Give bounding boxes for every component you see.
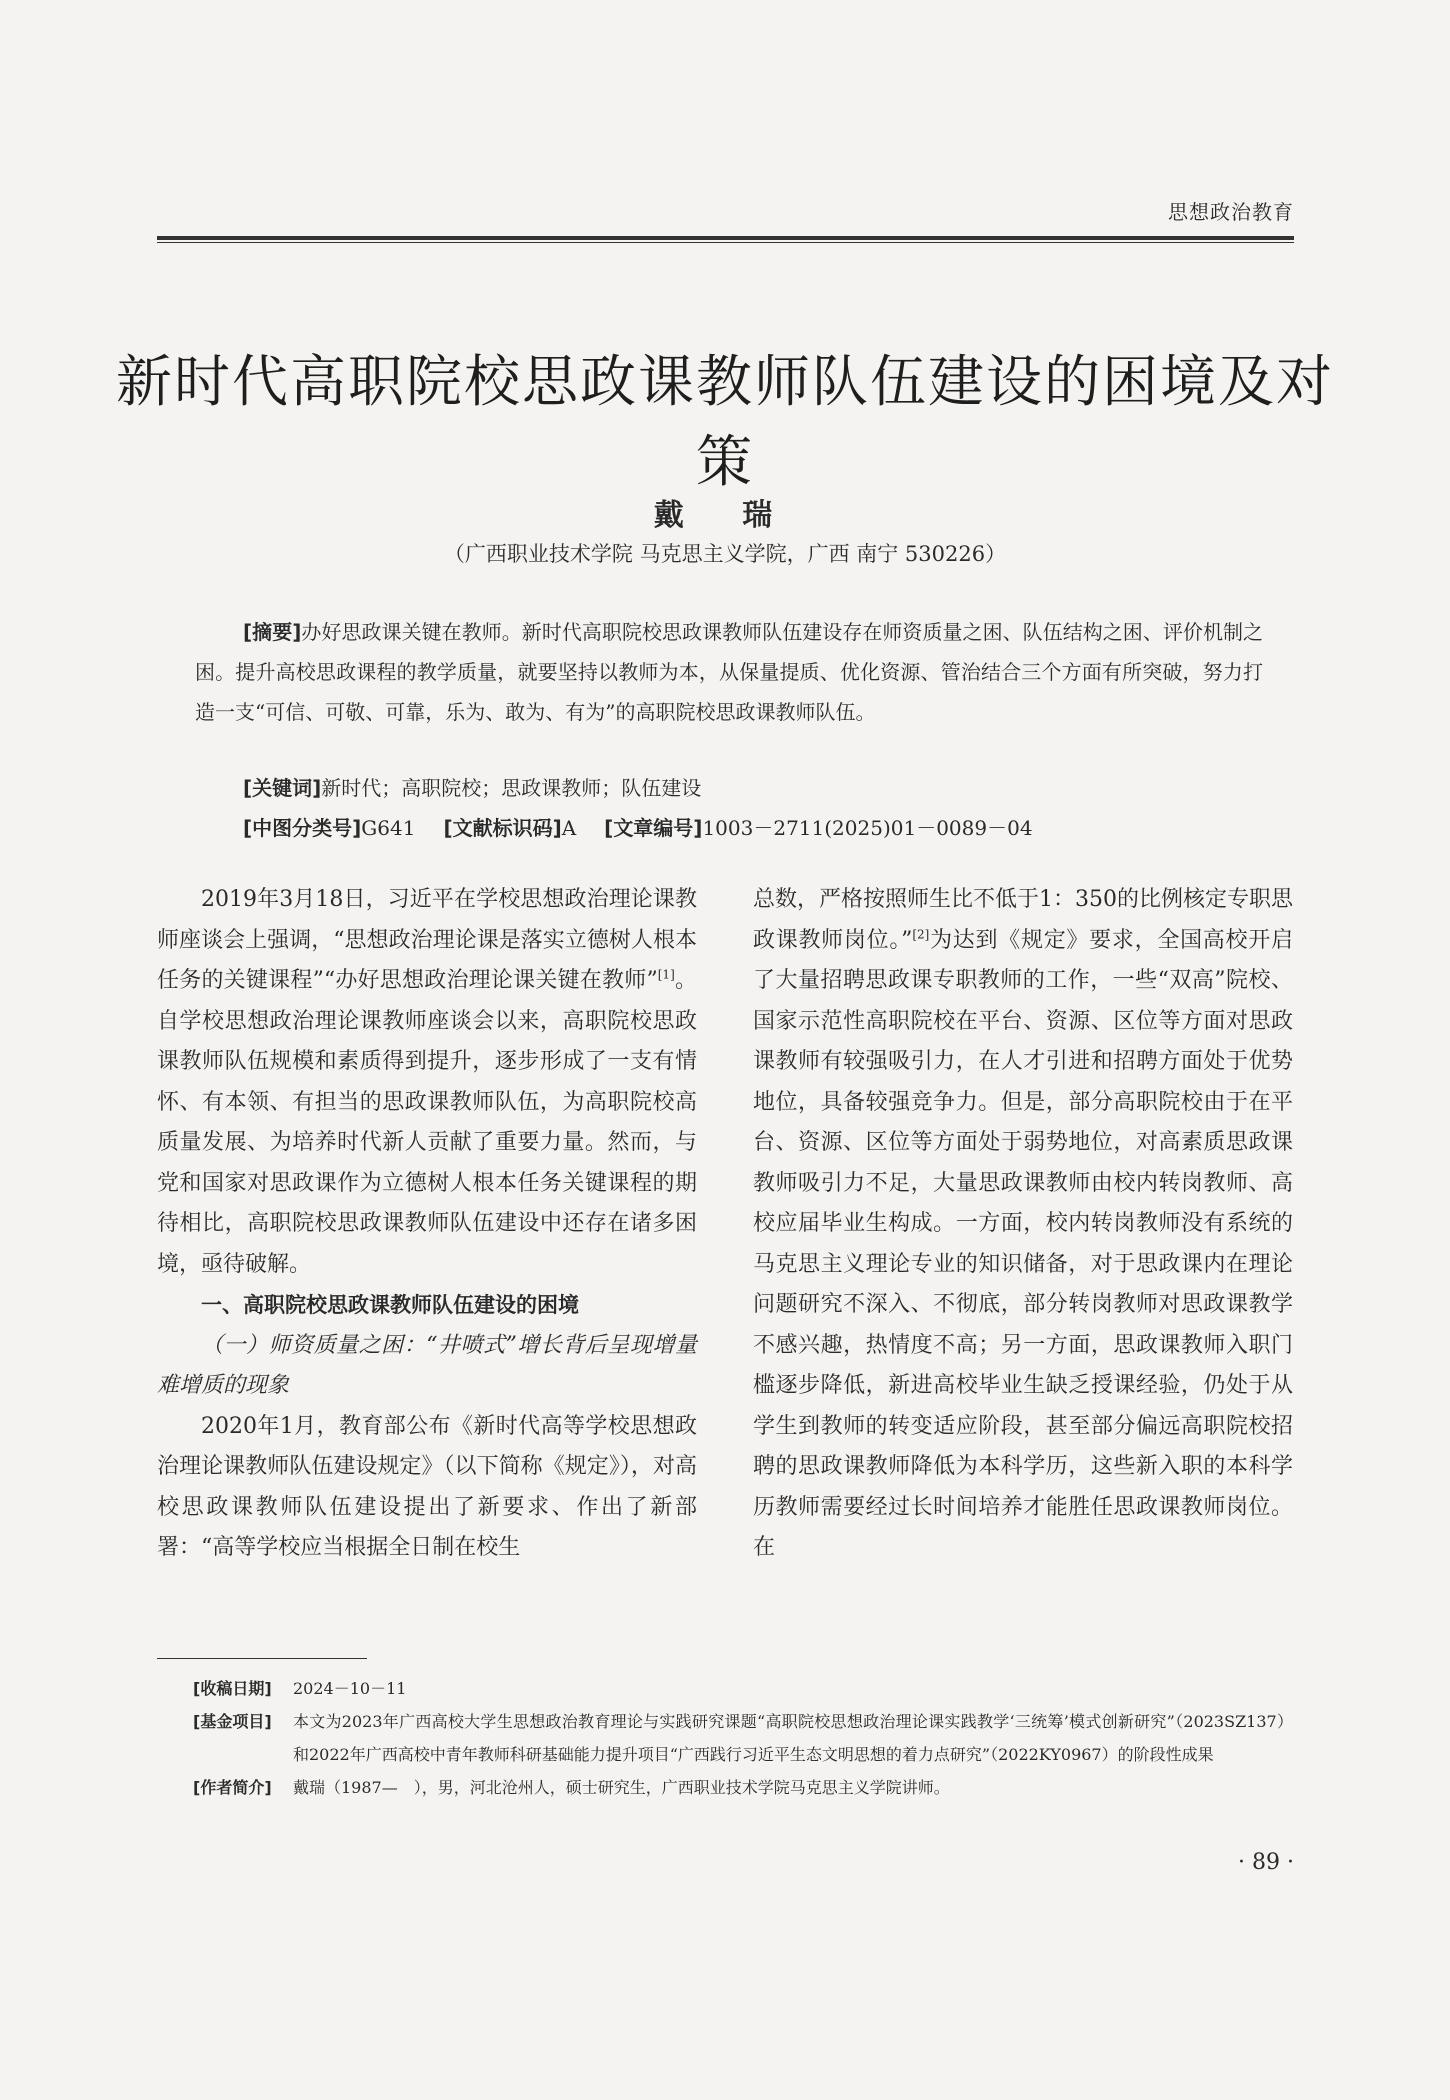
header-rule-thick xyxy=(157,236,1294,240)
body-column-left xyxy=(157,880,697,1569)
doc-code-label: [文献标识码] xyxy=(443,816,562,840)
paragraph-text: 总数，严格按照师生比不低于1：350的比例核定专职思政课教师岗位。” xyxy=(753,887,1293,953)
footnotes xyxy=(193,1672,1293,1804)
author-bio-label: [作者简介] xyxy=(193,1778,272,1797)
fund-value: 本文为2023年广西高校大学生思想政治教育理论与实践研究课题“高职院校思想政治理论课实践教学‘三统筹’模式创新研究”（2023SZ137）和2022年广西高校中青年教师科研基础能力提升项目“广西践行习近平生态文明思想的着力点研究”（2022KY0967）的阶段性成果 xyxy=(293,1712,1293,1764)
footnote-rule xyxy=(157,1658,367,1659)
paragraph xyxy=(157,880,697,1285)
classification-line xyxy=(243,808,1263,848)
article-no-value: 1003－2711(2025)01－0089－04 xyxy=(702,816,1033,840)
page-number: · 89 · xyxy=(1238,1850,1294,1875)
header-rule-thin xyxy=(157,242,1294,243)
paragraph-text: 。自学校思想政治理论课教师座谈会以来，高职院校思政课教师队伍规模和素质得到提升，逐步形成了一支有情怀、有本领、有担当的思政课教师队伍，为高职院校高质量发展、为培养时代新人贡献了重要力量。然而，与党和国家对思政课作为立德树人根本任务关键课程的期待相比，高职院校思政课教师队伍建设中还存在诸多困境，亟待破解。 xyxy=(157,968,697,1277)
section-heading: 一、高职院校思政课教师队伍建设的困境 xyxy=(201,1293,579,1317)
footnote-received xyxy=(193,1672,1293,1705)
abstract xyxy=(195,612,1263,732)
abstract-label: [摘要] xyxy=(243,620,302,644)
keywords-text: 新时代；高职院校；思政课教师；队伍建设 xyxy=(321,776,702,800)
paragraph-text: 2019年3月18日，习近平在学校思想政治理论课教师座谈会上强调，“思想政治理论课是落实立德树人根本任务的关键课程”“办好思想政治理论课关键在教师” xyxy=(157,887,697,993)
keywords-label: [关键词] xyxy=(243,776,322,800)
paragraph xyxy=(753,880,1293,1569)
author-name: 戴 瑞 xyxy=(653,498,797,533)
article-no-label: [文章编号] xyxy=(604,816,703,840)
citation-ref: [2] xyxy=(912,927,930,942)
keywords xyxy=(243,768,1263,808)
article-title: 新时代高职院校思政课教师队伍建设的困境及对策 xyxy=(116,350,1334,495)
received-label: [收稿日期] xyxy=(193,1679,272,1698)
fund-label: [基金项目] xyxy=(193,1712,272,1731)
citation-ref: [1] xyxy=(657,967,675,982)
paragraph: 2020年1月，教育部公布《新时代高等学校思想政治理论课教师队伍建设规定》（以下简称《规定》），对高校思政课教师队伍建设提出了新要求、作出了新部署：“高等学校应当根据全日制在校生 xyxy=(157,1413,697,1560)
footnote-author xyxy=(193,1771,1293,1804)
clc-label: [中图分类号] xyxy=(243,816,362,840)
received-value: 2024－10－11 xyxy=(293,1679,407,1698)
doc-code-value: A xyxy=(561,816,577,840)
paragraph-text: 为达到《规定》要求，全国高校开启了大量招聘思政课专职教师的工作，一些“双高”院校、国家示范性高职院校在平台、资源、区位等方面对思政课教师有较强吸引力，在人才引进和招聘方面处于优势地位，具备较强竞争力。但是，部分高职院校由于在平台、资源、区位等方面处于弱势地位，对高素质思政课教师吸引力不足，大量思政课教师由校内转岗教师、高校应届毕业生构成。一方面，校内转岗教师没有系统的马克思主义理论专业的知识储备，对于思政课内在理论问题研究不深入、不彻底，部分转岗教师对思政课教学不感兴趣，热情度不高；另一方面，思政课教师入职门槛逐步降低，新进高校毕业生缺乏授课经验，仍处于从学生到教师的转变适应阶段，甚至部分偏远高职院校招聘的思政课教师降低为本科学历，这些新入职的本科学历教师需要经过长时间培养才能胜任思政课教师岗位。在 xyxy=(753,927,1293,1560)
clc-value: G641 xyxy=(361,816,416,840)
running-head: 思想政治教育 xyxy=(1168,200,1294,224)
abstract-text: 办好思政课关键在教师。新时代高职院校思政课教师队伍建设存在师资质量之困、队伍结构之困、评价机制之困。提升高校思政课程的教学质量，就要坚持以教师为本，从保量提质、优化资源、管治结合三个方面有所突破，努力打造一支“可信、可敬、可靠，乐为、敢为、有为”的高职院校思政课教师队伍。 xyxy=(195,620,1264,724)
author-bio-value: 戴瑞（1987— ），男，河北沧州人，硕士研究生，广西职业技术学院马克思主义学院讲师。 xyxy=(293,1778,950,1797)
author-affiliation: （广西职业技术学院 马克思主义学院，广西 南宁 530226） xyxy=(443,542,1007,566)
subsection-heading: （一）师资质量之困：“井喷式”增长背后呈现增量难增质的现象 xyxy=(157,1332,697,1398)
body-column-right xyxy=(753,880,1293,1569)
footnote-fund xyxy=(193,1705,1293,1771)
